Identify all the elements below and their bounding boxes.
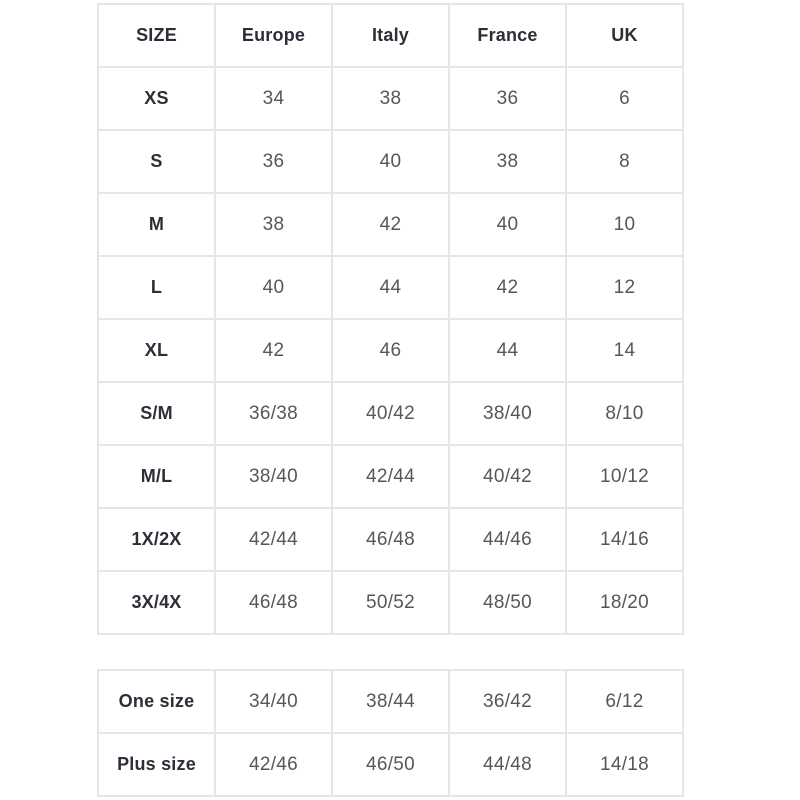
- table-cell: 50/52: [332, 571, 449, 634]
- table-cell: 40: [215, 256, 332, 319]
- table-row-xl: [98, 319, 683, 382]
- table-cell: 38: [215, 193, 332, 256]
- table-cell: 42/46: [215, 733, 332, 796]
- column-header-france: France: [449, 4, 566, 67]
- table-cell: 42/44: [215, 508, 332, 571]
- table-cell: 8/10: [566, 382, 683, 445]
- table-cell: 36/38: [215, 382, 332, 445]
- table-cell: 44: [449, 319, 566, 382]
- table-cell: 38/40: [215, 445, 332, 508]
- table-row-m-l: [98, 445, 683, 508]
- table-cell: 42: [332, 193, 449, 256]
- size-label-cell: S/M: [98, 382, 215, 445]
- table-cell: 36: [215, 130, 332, 193]
- table-cell: 44: [332, 256, 449, 319]
- column-header-italy: Italy: [332, 4, 449, 67]
- table-cell: 38/40: [449, 382, 566, 445]
- table-cell: 14/16: [566, 508, 683, 571]
- size-label-cell: M: [98, 193, 215, 256]
- column-header-size: SIZE: [98, 4, 215, 67]
- table-row-xs: [98, 67, 683, 130]
- table-cell: 44/46: [449, 508, 566, 571]
- table-row-one-size: [98, 670, 683, 733]
- size-label-cell: M/L: [98, 445, 215, 508]
- table-cell: 40/42: [332, 382, 449, 445]
- table-row-m: [98, 193, 683, 256]
- table-cell: 36: [449, 67, 566, 130]
- table-row-plus-size: [98, 733, 683, 796]
- header-row: [98, 4, 683, 67]
- table-row-l: [98, 256, 683, 319]
- table-cell: 40: [332, 130, 449, 193]
- table-cell: 34/40: [215, 670, 332, 733]
- size-conversion-table: [97, 3, 684, 635]
- size-label-cell: L: [98, 256, 215, 319]
- table-cell: 42/44: [332, 445, 449, 508]
- table-cell: 42: [449, 256, 566, 319]
- table-cell: 36/42: [449, 670, 566, 733]
- special-sizes-table: [97, 669, 684, 797]
- table-cell: 48/50: [449, 571, 566, 634]
- table-cell: 38: [332, 67, 449, 130]
- table-cell: 40: [449, 193, 566, 256]
- size-label-cell: One size: [98, 670, 215, 733]
- table-cell: 18/20: [566, 571, 683, 634]
- table-cell: 38: [449, 130, 566, 193]
- table-cell: 44/48: [449, 733, 566, 796]
- table-cell: 34: [215, 67, 332, 130]
- table-cell: 12: [566, 256, 683, 319]
- table-cell: 8: [566, 130, 683, 193]
- table-cell: 42: [215, 319, 332, 382]
- table-cell: 46: [332, 319, 449, 382]
- table-row-s: [98, 130, 683, 193]
- table-cell: 46/50: [332, 733, 449, 796]
- table-cell: 46/48: [215, 571, 332, 634]
- table-cell: 6/12: [566, 670, 683, 733]
- size-label-cell: S: [98, 130, 215, 193]
- size-label-cell: XL: [98, 319, 215, 382]
- table-cell: 46/48: [332, 508, 449, 571]
- table-cell: 40/42: [449, 445, 566, 508]
- table-cell: 10: [566, 193, 683, 256]
- column-header-europe: Europe: [215, 4, 332, 67]
- table-row-1x-2x: [98, 508, 683, 571]
- size-label-cell: 1X/2X: [98, 508, 215, 571]
- table-row-s-m: [98, 382, 683, 445]
- table-cell: 6: [566, 67, 683, 130]
- size-chart-page: [97, 3, 684, 797]
- size-label-cell: 3X/4X: [98, 571, 215, 634]
- column-header-uk: UK: [566, 4, 683, 67]
- size-label-cell: XS: [98, 67, 215, 130]
- table-cell: 14/18: [566, 733, 683, 796]
- table-cell: 14: [566, 319, 683, 382]
- table-cell: 38/44: [332, 670, 449, 733]
- table-cell: 10/12: [566, 445, 683, 508]
- table-row-3x-4x: [98, 571, 683, 634]
- size-label-cell: Plus size: [98, 733, 215, 796]
